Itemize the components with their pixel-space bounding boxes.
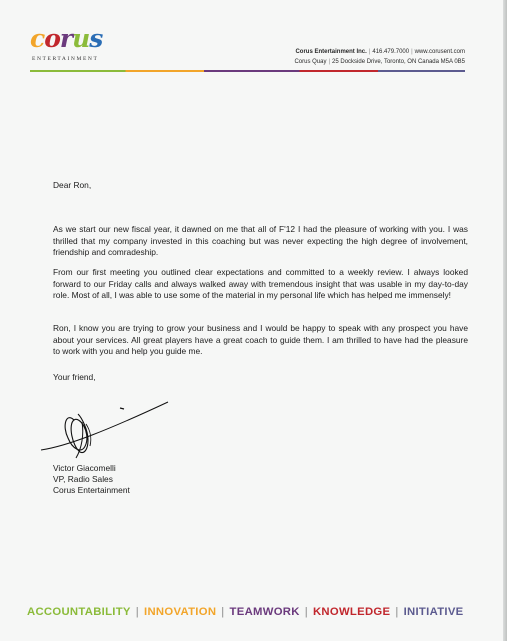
separator: | [135,606,140,618]
separator: | [328,59,331,65]
letter-paragraph [53,224,468,259]
value-accountability: ACCOUNTABILITY [27,606,131,618]
value-teamwork: TEAMWORK [229,606,300,618]
sender-company: Corus Entertainment [53,485,130,495]
separator: | [395,606,399,618]
separator: | [221,606,225,618]
letter-closing: Your friend, [53,372,96,382]
company-website: www.corusent.com [414,49,465,55]
logo-letter: r [59,24,73,53]
letterhead-line-2 [294,57,465,67]
letter-paragraph [53,267,468,302]
value-initiative: INITIATIVE [403,606,464,618]
value-innovation: INNOVATION [144,606,217,618]
logo-letter: o [44,24,60,53]
logo-letter: u [72,24,90,53]
corus-logo [30,25,110,67]
sender-block [53,463,130,496]
letter-salutation: Dear Ron, [53,180,92,190]
separator: | [411,49,413,55]
logo-tagline: ENTERTAINMENT [32,56,99,62]
paragraph-text: As we start our new fiscal year, it dawned on me that all of F'12 I had the pleasure of working with you. I was thrilled that my company invested in this coaching but was never expecting the high degree of involvement, friendship and comradeship. [53,224,468,258]
logo-wordmark [30,25,102,53]
letterhead-color-rule [30,70,465,72]
company-name: Corus Entertainment Inc. [295,49,367,55]
value-knowledge: KNOWLEDGE [312,606,391,618]
letter-paragraph [53,323,468,358]
handwritten-signature [38,394,173,464]
letterhead-contact [294,47,465,67]
logo-letter: s [89,24,103,53]
sender-title: VP, Radio Sales [53,474,113,484]
address-building: Corus Quay [294,59,327,65]
logo-letter: c [30,24,45,53]
paragraph-text: From our first meeting you outlined clear expectations and committed to a weekly review. I always looked forward to our Friday calls and always walked away with tremendous insight that was usable in my day-to-day role. Most of all, I was able to use some of the material in my personal life which has helped me immensely! [53,267,468,301]
company-phone: 416.479.7000 [372,49,410,55]
separator: | [304,606,308,618]
letterhead-line-1 [294,47,465,57]
sender-name: Victor Giacomelli [53,463,116,473]
paragraph-text: Ron, I know you are trying to grow your business and I would be happy to speak with any prospect you have about your services. All great players have a great coach to guide them. I am thrilled to have had the pleasure to work with you and help you guide me. [53,323,468,357]
page-edge-shadow [503,0,507,641]
address-street: 25 Dockside Drive, Toronto, ON Canada M5A 0B5 [332,59,465,65]
company-values-footer [27,604,467,620]
separator: | [368,49,371,55]
